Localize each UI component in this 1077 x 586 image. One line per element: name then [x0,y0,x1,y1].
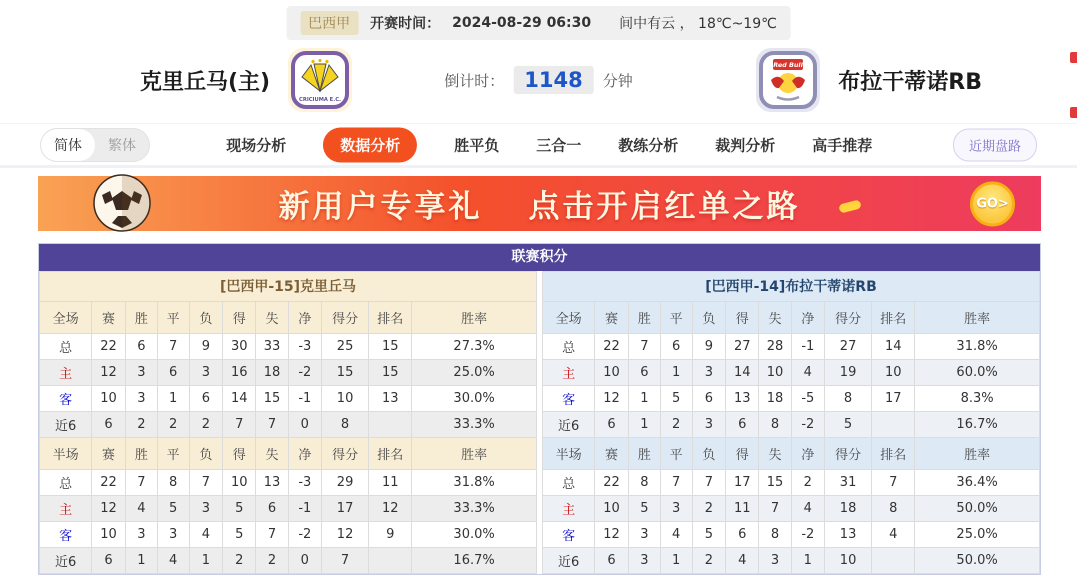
stat-cell: 30 [223,334,256,360]
stat-cell: 27 [824,334,872,360]
stat-cell: -1 [288,386,321,412]
stats-row [40,470,537,496]
stat-cell: 31.8% [412,470,537,496]
stat-cell: 6 [189,386,223,412]
stat-cell: 3 [628,522,660,548]
standings-halves [39,271,1040,574]
home-standings-header: [巴西甲-15]克里丘马 [39,271,537,301]
stats-row [40,548,537,574]
stats-row [40,412,537,438]
kickoff-time: 2024-08-29 06:30 [452,15,592,31]
kickoff-label: 开赛时间： [370,16,441,32]
column-header: 净 [288,302,321,334]
stat-cell: 5 [223,496,256,522]
stat-cell: 4 [791,360,824,386]
column-header: 排名 [872,302,915,334]
tab-coach-analysis[interactable]: 教练分析 [618,136,679,154]
stats-row [40,334,537,360]
stat-cell: 25 [321,334,369,360]
stat-cell: 6 [628,360,660,386]
stat-cell: 2 [660,412,692,438]
stat-cell: 8 [157,470,189,496]
column-header: 失 [256,438,289,470]
stat-cell: 6 [726,412,759,438]
away-standings-header: [巴西甲-14]布拉干蒂诺RB [542,271,1040,301]
match-info-bar [286,6,791,40]
stat-cell: 2 [157,412,189,438]
stat-cell: 3 [189,496,223,522]
stat-cell: 10 [824,548,872,574]
stat-cell: 5 [628,496,660,522]
stat-cell: 22 [595,470,629,496]
row-label: 客 [40,522,92,548]
stats-row [40,496,537,522]
stat-cell: 6 [256,496,289,522]
away-standings [542,271,1040,574]
tab-three-in-one[interactable]: 三合一 [536,136,582,154]
column-header: 平 [660,438,692,470]
stat-cell: 10 [92,386,126,412]
stat-cell: 17 [872,386,915,412]
column-header: 负 [189,302,223,334]
row-label: 客 [40,386,92,412]
stat-cell: 30.0% [412,522,537,548]
stat-cell: 10 [223,470,256,496]
stat-cell: 6 [125,334,157,360]
row-label: 近6 [40,548,92,574]
stats-row [543,334,1040,360]
stat-cell: 7 [759,496,792,522]
column-header: 全场 [543,302,595,334]
stat-cell: 15 [759,470,792,496]
stat-cell: 4 [125,496,157,522]
stat-cell: 36.4% [915,470,1040,496]
stats-row [543,360,1040,386]
stats-row [543,522,1040,548]
stat-cell: 33.3% [412,412,537,438]
stat-cell: 18 [824,496,872,522]
stat-cell: 8 [321,412,369,438]
column-header: 赛 [92,438,126,470]
stat-cell: 27 [726,334,759,360]
stat-cell: 3 [125,360,157,386]
lang-traditional[interactable]: 繁体 [108,137,136,154]
stat-cell: 3 [692,360,726,386]
stat-cell: 22 [595,334,629,360]
stat-cell: 4 [660,522,692,548]
stat-cell: 11 [369,470,412,496]
row-label: 近6 [40,412,92,438]
stat-cell: 3 [692,412,726,438]
stat-cell: 50.0% [915,548,1040,574]
stat-cell: 7 [660,470,692,496]
league-badge: 巴西甲 [300,11,358,35]
stat-cell: 8.3% [915,386,1040,412]
stat-cell: 5 [157,496,189,522]
column-header: 负 [189,438,223,470]
tab-referee-analysis[interactable]: 裁判分析 [715,136,776,154]
stat-cell: 15 [321,360,369,386]
stat-cell: 29 [321,470,369,496]
stat-cell: 11 [726,496,759,522]
column-header: 胜 [125,302,157,334]
countdown-value: 1148 [513,66,593,94]
stat-cell: 1 [660,360,692,386]
banner-text-2: 点击开启红单之路 [528,189,801,225]
column-header: 胜 [125,438,157,470]
stat-cell: 31.8% [915,334,1040,360]
column-header: 平 [157,302,189,334]
stat-cell: -2 [791,522,824,548]
row-label: 客 [543,522,595,548]
stat-cell: 6 [157,360,189,386]
stats-row [40,386,537,412]
stat-cell: 1 [628,412,660,438]
home-team-logo-icon [288,48,352,112]
nav-bar [0,123,1077,168]
row-label: 客 [543,386,595,412]
column-header: 胜 [628,302,660,334]
column-header: 得分 [824,302,872,334]
stats-row [40,360,537,386]
stat-cell: 1 [157,386,189,412]
edge-widget-icon[interactable] [1070,52,1077,63]
column-header: 净 [791,302,824,334]
column-header: 得分 [824,438,872,470]
stat-cell: 27.3% [412,334,537,360]
stat-cell: 9 [189,334,223,360]
stat-cell: 10 [872,360,915,386]
match-header [0,36,1077,124]
stat-cell: 19 [824,360,872,386]
stat-cell: 0 [288,412,321,438]
stats-row [543,470,1040,496]
row-label: 总 [40,334,92,360]
svg-text:CRICIUMA E.C.: CRICIUMA E.C. [299,97,342,103]
stat-cell: 6 [660,334,692,360]
row-label: 主 [40,496,92,522]
column-header: 负 [692,438,726,470]
stat-cell: 6 [92,548,126,574]
stat-cell: 1 [628,386,660,412]
stat-cell: 4 [189,522,223,548]
stat-cell: 7 [872,470,915,496]
stat-cell: 10 [92,522,126,548]
stat-cell: 2 [256,548,289,574]
stat-cell: 7 [223,412,256,438]
stat-cell: 4 [791,496,824,522]
column-header: 赛 [595,438,629,470]
column-header: 得分 [321,438,369,470]
stat-cell: 12 [369,496,412,522]
stat-cell: 1 [125,548,157,574]
stat-cell: 22 [92,334,126,360]
stat-cell: 13 [824,522,872,548]
stat-cell: 25.0% [412,360,537,386]
stat-cell: 18 [759,386,792,412]
stat-cell: -3 [288,470,321,496]
stat-cell: 3 [125,522,157,548]
stat-cell: 9 [692,334,726,360]
column-header: 全场 [40,302,92,334]
stat-cell: 1 [791,548,824,574]
stat-cell: 10 [759,360,792,386]
stat-cell: 17 [321,496,369,522]
stat-cell: 4 [726,548,759,574]
stat-cell: 3 [660,496,692,522]
stat-cell: 10 [321,386,369,412]
recent-odds-button[interactable]: 近期盘路 [953,128,1037,161]
stat-cell: 8 [628,470,660,496]
stat-cell: 15 [369,360,412,386]
column-header: 赛 [92,302,126,334]
stat-cell: 2 [189,412,223,438]
league-standings-table [38,243,1041,575]
stat-cell: 5 [223,522,256,548]
svg-text:Red Bull: Red Bull [773,61,804,69]
stat-cell: 8 [824,386,872,412]
stat-cell: 3 [628,548,660,574]
stat-cell: 0 [288,548,321,574]
column-header: 平 [157,438,189,470]
away-standings-grid [542,301,1040,574]
stat-cell: 14 [726,360,759,386]
stat-cell: 2 [692,496,726,522]
stat-cell: 13 [256,470,289,496]
stat-cell: 7 [125,470,157,496]
stat-cell: 3 [157,522,189,548]
stat-cell: 60.0% [915,360,1040,386]
home-team-name: 克里丘马(主) [140,69,271,95]
column-header: 负 [692,302,726,334]
column-header: 胜率 [412,302,537,334]
stats-row [543,548,1040,574]
stat-cell: 12 [595,386,629,412]
stat-cell: 15 [256,386,289,412]
stat-cell: 5 [660,386,692,412]
language-toggle [40,128,150,162]
stat-cell: 17 [726,470,759,496]
column-header: 排名 [872,438,915,470]
stat-cell: 7 [256,412,289,438]
column-header: 失 [256,302,289,334]
stat-cell: 5 [824,412,872,438]
home-standings-grid [39,301,537,574]
full-time-header-row [40,302,537,334]
stat-cell: 7 [157,334,189,360]
stat-cell [369,548,412,574]
stat-cell: 10 [595,360,629,386]
stat-cell: 18 [256,360,289,386]
away-team [756,48,982,112]
stat-cell: 3 [125,386,157,412]
row-label: 主 [40,360,92,386]
nav-tabs [226,127,872,162]
column-header: 胜 [628,438,660,470]
stat-cell: 2 [791,470,824,496]
column-header: 失 [759,438,792,470]
full-time-header-row [543,302,1040,334]
stat-cell: 6 [595,548,629,574]
stat-cell: 30.0% [412,386,537,412]
tab-expert-picks[interactable]: 高手推荐 [812,136,873,154]
stat-cell: 12 [595,522,629,548]
column-header: 胜率 [412,438,537,470]
stats-row [543,496,1040,522]
countdown [444,66,632,94]
countdown-label: 倒计时： [444,71,505,90]
stat-cell: 14 [223,386,256,412]
stat-cell: -5 [791,386,824,412]
stat-cell: 14 [872,334,915,360]
column-header: 得 [726,302,759,334]
stat-cell: 16 [223,360,256,386]
column-header: 净 [791,438,824,470]
stat-cell: -3 [288,334,321,360]
home-standings [39,271,537,574]
column-header: 净 [288,438,321,470]
stat-cell [369,412,412,438]
banner-text-1: 新用户专享礼 [278,189,483,225]
stat-cell: 33.3% [412,496,537,522]
go-button[interactable]: GO> [970,181,1015,226]
stat-cell: 8 [759,412,792,438]
column-header: 失 [759,302,792,334]
stat-cell [872,548,915,574]
row-label: 主 [543,360,595,386]
stat-cell: 7 [256,522,289,548]
stats-row [543,386,1040,412]
stat-cell: 31 [824,470,872,496]
promo-banner[interactable] [38,176,1041,231]
stat-cell: 50.0% [915,496,1040,522]
banner-dash-decoration [838,199,862,213]
stat-cell: 6 [692,386,726,412]
tab-data-analysis[interactable]: 数据分析 [323,127,417,162]
away-team-logo-icon [756,48,820,112]
column-header: 得 [223,302,256,334]
column-header: 得 [223,438,256,470]
row-label: 总 [543,470,595,496]
stats-row [40,522,537,548]
stat-cell: 2 [692,548,726,574]
column-header: 赛 [595,302,629,334]
stat-cell: 5 [692,522,726,548]
tab-win-draw-lose[interactable]: 胜平负 [454,136,500,154]
stat-cell: -2 [791,412,824,438]
row-label: 主 [543,496,595,522]
stat-cell: 16.7% [915,412,1040,438]
stat-cell: 1 [189,548,223,574]
stat-cell [872,412,915,438]
stat-cell: 3 [189,360,223,386]
row-label: 总 [40,470,92,496]
column-header: 得 [726,438,759,470]
stat-cell: 25.0% [915,522,1040,548]
stat-cell: -1 [288,496,321,522]
stat-cell: 22 [92,470,126,496]
column-header: 得分 [321,302,369,334]
stat-cell: 10 [595,496,629,522]
stat-cell: -1 [791,334,824,360]
stat-cell: 33 [256,334,289,360]
edge-widget-icon[interactable] [1070,107,1077,118]
soccer-ball-icon [90,171,154,239]
row-label: 近6 [543,412,595,438]
column-header: 胜率 [915,302,1040,334]
stat-cell: 15 [369,334,412,360]
half-time-header-row [40,438,537,470]
stat-cell: 13 [726,386,759,412]
stat-cell: 13 [369,386,412,412]
weather-text: 间中有云 ， 18℃~19℃ [619,16,777,32]
tab-live-analysis[interactable]: 现场分析 [226,136,287,154]
standings-title: 联赛积分 [39,244,1040,271]
column-header: 半场 [40,438,92,470]
stat-cell: 3 [759,548,792,574]
stat-cell: 7 [692,470,726,496]
column-header: 胜率 [915,438,1040,470]
home-team [140,48,352,112]
away-team-name: 布拉干蒂诺RB [838,69,982,95]
stat-cell: 1 [660,548,692,574]
stat-cell: 8 [759,522,792,548]
stat-cell: 6 [726,522,759,548]
column-header: 排名 [369,438,412,470]
stat-cell: 7 [189,470,223,496]
lang-simplified[interactable]: 简体 [41,129,95,161]
stat-cell: 12 [321,522,369,548]
stat-cell: 4 [872,522,915,548]
stat-cell: 12 [92,496,126,522]
stat-cell: 8 [872,496,915,522]
stat-cell: 2 [125,412,157,438]
row-label: 近6 [543,548,595,574]
row-label: 总 [543,334,595,360]
stat-cell: 12 [92,360,126,386]
stats-row [543,412,1040,438]
stat-cell: -2 [288,360,321,386]
half-time-header-row [543,438,1040,470]
column-header: 排名 [369,302,412,334]
column-header: 半场 [543,438,595,470]
countdown-unit: 分钟 [602,71,633,90]
stat-cell: 4 [157,548,189,574]
stat-cell: 7 [321,548,369,574]
stat-cell: -2 [288,522,321,548]
stat-cell: 28 [759,334,792,360]
stat-cell: 2 [223,548,256,574]
column-header: 平 [660,302,692,334]
stat-cell: 16.7% [412,548,537,574]
stat-cell: 6 [595,412,629,438]
stat-cell: 6 [92,412,126,438]
stat-cell: 7 [628,334,660,360]
stat-cell: 9 [369,522,412,548]
